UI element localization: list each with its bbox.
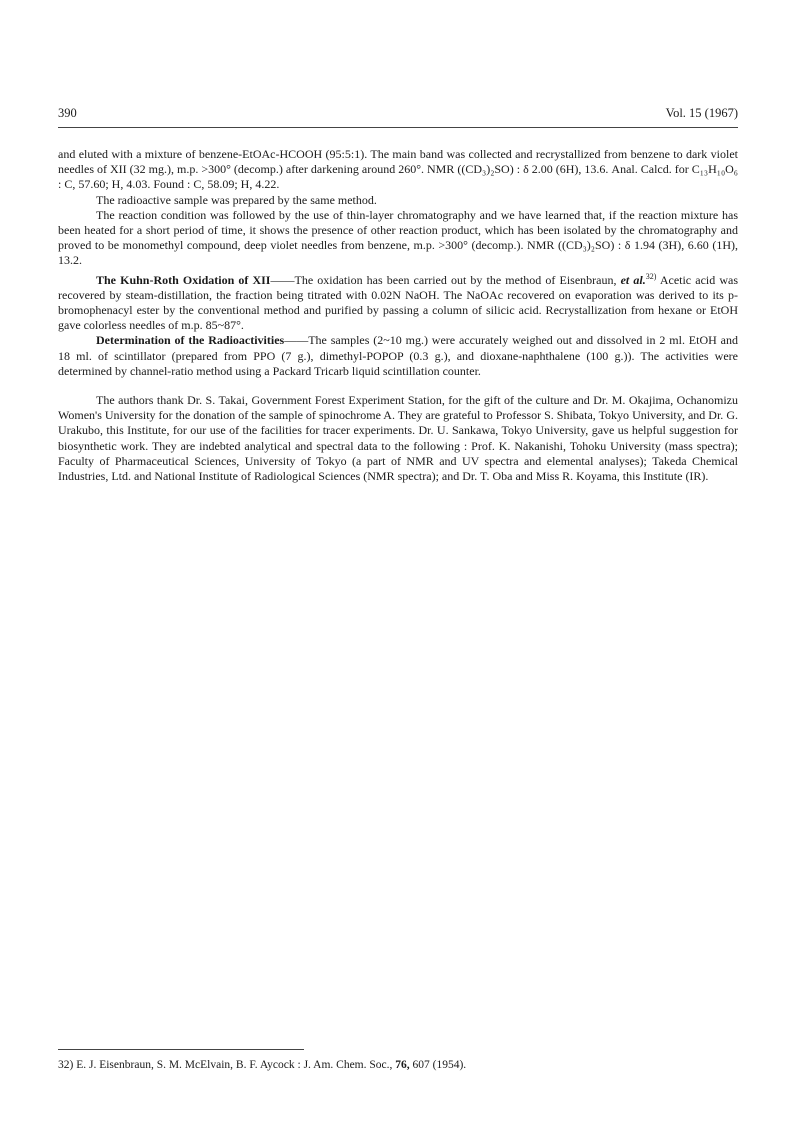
kuhn-roth-heading: The Kuhn-Roth Oxidation of XII — [96, 272, 271, 287]
paragraph-reaction-condition: The reaction condition was followed by the use of thin-layer chromatography and we have learned that, if the reaction mixture has been heated for a short period of time, it shows the presence of other reaction product, which has been isolated by the chromatography and proved to be monomethyl compound, deep violet needles from benzene, m.p. >300° (decomp.). NMR ((CD₃)₂SO) : δ 1.94 (3H), 6.60 (1H), 13.2. — [58, 207, 738, 268]
page-number: 390 — [58, 106, 77, 120]
radioactivities-heading: Determination of the Radioactivities — [96, 333, 285, 348]
radioactivities-text: ——The samples (2~10 mg.) were accurately weighed out and dissolved in 2 ml. EtOH and 18 ml. of scintillator (prepared from PPO (7 g.), dimethyl-POPOP (0.3 g.), and dioxane-naphthalene (100 g.)). The activities were determined by channel-ratio method using a Packard Tricarb liquid scintillation counter. — [58, 333, 738, 378]
journal-volume: Vol. 15 (1967) — [665, 106, 738, 120]
reference-marker: 32) — [645, 271, 657, 281]
paragraph-radioactive-sample: The radioactive sample was prepared by the same method. — [96, 192, 377, 207]
footnote-rule — [58, 1049, 304, 1050]
footnote-32 — [58, 1058, 738, 1073]
header-rule — [58, 127, 738, 128]
footnote-text: 32) E. J. Eisenbraun, S. M. McElvain, B. F. Aycock : J. Am. Chem. Soc., — [58, 1059, 396, 1071]
et-al: et al. — [620, 272, 646, 287]
paragraph-kuhn-roth — [58, 269, 738, 334]
section-gap — [58, 379, 738, 393]
footnote-pages: 607 (1954). — [409, 1059, 467, 1071]
kuhn-roth-text: ——The oxidation has been carried out by the method of Eisenbraun, — [270, 272, 617, 287]
paragraph-radioactivities — [58, 333, 738, 379]
article-body — [58, 147, 738, 484]
kuhn-roth-rest: Acetic acid was recovered by steam-distillation, the fraction being titrated with 0.02N NaOH. The NaOAc recovered on evaporation was derived to its p-bromophenacyl ester by the conventional method and purified by passing a column of silicic acid. Recrystallization from hexane or EtOH gave colorless needles of m.p. 85~87°. — [58, 272, 738, 333]
page-header — [58, 106, 738, 122]
footnote-volume: 76, — [395, 1059, 410, 1071]
paragraph-acknowledgement: The authors thank Dr. S. Takai, Government Forest Experiment Station, for the gift of the culture and Dr. M. Okajima, Ochanomizu Women's University for the donation of the sample of spinochrome A. They are grateful to Professor S. Shibata, Tokyo University, and Dr. G. Urakubo, this Institute, for our use of the facilities for tracer experiments. Dr. U. Sankawa, Tokyo University, gave us helpful suggestion for biosynthetic work. They are indebted analytical and spectral data to the following : Prof. K. Nakanishi, Tohoku University (mass spectra); Faculty of Pharmaceutical Sciences, University of Tokyo (a part of NMR and UV spectra and elemental analyses); Takeda Chemical Industries, Ltd. and National Institute of Radiological Sciences (NMR spectra); and Dr. T. Oba and Miss R. Koyama, this Institute (IR). — [58, 393, 738, 484]
paragraph-elution: and eluted with a mixture of benzene-EtOAc-HCOOH (95:5:1). The main band was collected and recrystallized from benzene to dark violet needles of XII (32 mg.), m.p. >300° (decomp.) after darkening around 260°. NMR ((CD₃)₂SO) : δ 2.00 (6H), 13.6. Anal. Calcd. for C₁₃H₁₀O₆ : C, 57.60; H, 4.03. Found : C, 58.09; H, 4.22. — [58, 147, 738, 192]
